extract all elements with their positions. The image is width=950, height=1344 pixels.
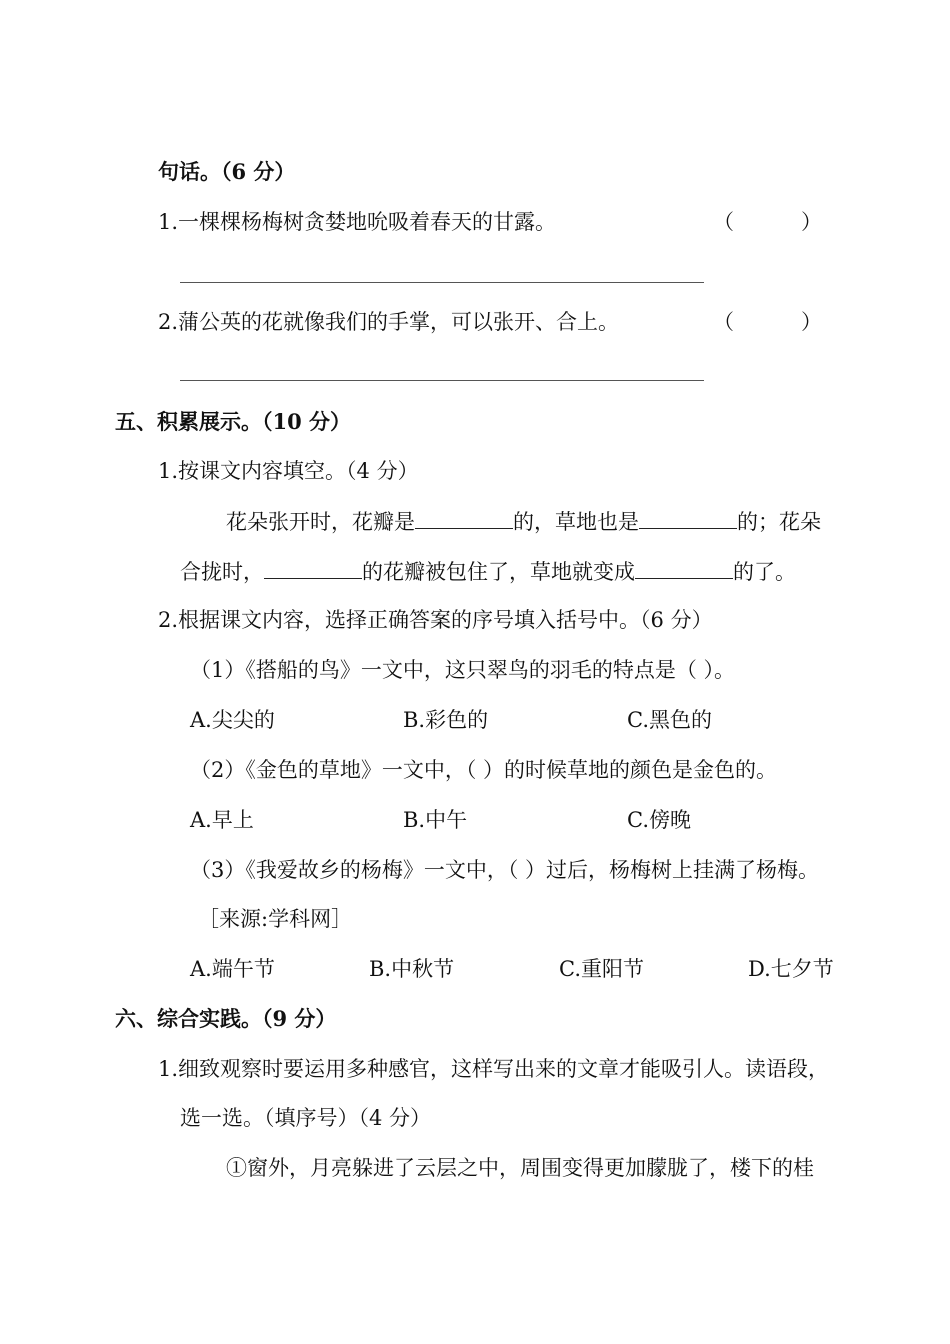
answer-line-4-1 <box>180 282 704 283</box>
subquestion-2-text: （2）《金色的草地》一文中，（ ）的时候草地的颜色是金色的。 <box>190 758 778 782</box>
option-3-d: D.七夕节 <box>748 957 834 981</box>
blank-3 <box>264 558 362 579</box>
answer-paren-4-1-close <box>801 208 822 236</box>
fill-blank-line-2 <box>180 558 796 586</box>
fill-blank-line-1 <box>226 508 821 536</box>
blank-4 <box>635 558 733 579</box>
option-3-c: C.重阳节 <box>559 957 644 981</box>
fill-text: 的了。 <box>733 560 796 584</box>
subquestion-1-text: （1）《搭船的鸟》一文中，这只翠鸟的羽毛的特点是（ ）。 <box>190 658 736 682</box>
answer-paren-4-2 <box>713 308 734 336</box>
fill-text: 合拢时， <box>180 560 264 584</box>
question-5-1-title: 1.按课文内容填空。（4 分） <box>158 459 419 483</box>
option-3-b: B.中秋节 <box>369 957 455 981</box>
option-3-a: A.端午节 <box>190 957 275 981</box>
question-6-1-line1: 1.细致观察时要运用多种感官，这样写出来的文章才能吸引人。读语段， <box>158 1057 830 1081</box>
section6-heading: 六、综合实践。（9 分） <box>115 1006 337 1031</box>
paren-open: （ <box>713 210 734 234</box>
answer-paren-4-1 <box>713 208 734 236</box>
question-4-2-text: 2.蒲公英的花就像我们的手掌，可以张开、合上。 <box>158 310 620 334</box>
question-6-1-line2: 选一选。（填序号）（4 分） <box>180 1106 432 1130</box>
fill-text: 的花瓣被包住了，草地就变成 <box>362 560 635 584</box>
source-note: ［来源:学科网］ <box>198 907 353 931</box>
option-1-c: C.黑色的 <box>627 708 712 732</box>
subquestion-3-text: （3）《我爱故乡的杨梅》一文中，（ ）过后，杨梅树上挂满了杨梅。 <box>190 858 820 882</box>
blank-2 <box>639 508 737 529</box>
option-2-b: B.中午 <box>403 808 468 832</box>
paren-open: （ <box>713 310 734 334</box>
fill-text: 的；花朵 <box>737 510 821 534</box>
option-1-b: B.彩色的 <box>403 708 489 732</box>
blank-1 <box>415 508 513 529</box>
answer-line-4-2 <box>180 380 704 381</box>
question-5-2-title: 2.根据课文内容，选择正确答案的序号填入括号中。（6 分） <box>158 608 713 632</box>
paren-close: ） <box>801 210 822 234</box>
option-2-a: A.早上 <box>190 808 254 832</box>
option-1-a: A.尖尖的 <box>190 708 275 732</box>
passage-sentence-1: ①窗外，月亮躲进了云层之中，周围变得更加朦胧了，楼下的桂 <box>226 1156 814 1180</box>
fill-text: 的，草地也是 <box>513 510 639 534</box>
section5-heading: 五、积累展示。（10 分） <box>115 409 352 434</box>
option-2-c: C.傍晚 <box>627 808 691 832</box>
fill-text: 花朵张开时，花瓣是 <box>226 510 415 534</box>
question-4-1-text: 1.一棵棵杨梅树贪婪地吮吸着春天的甘露。 <box>158 210 557 234</box>
section4-heading-tail: 句话。（6 分） <box>158 159 296 184</box>
answer-paren-4-2-close <box>801 308 822 336</box>
paren-close: ） <box>801 310 822 334</box>
